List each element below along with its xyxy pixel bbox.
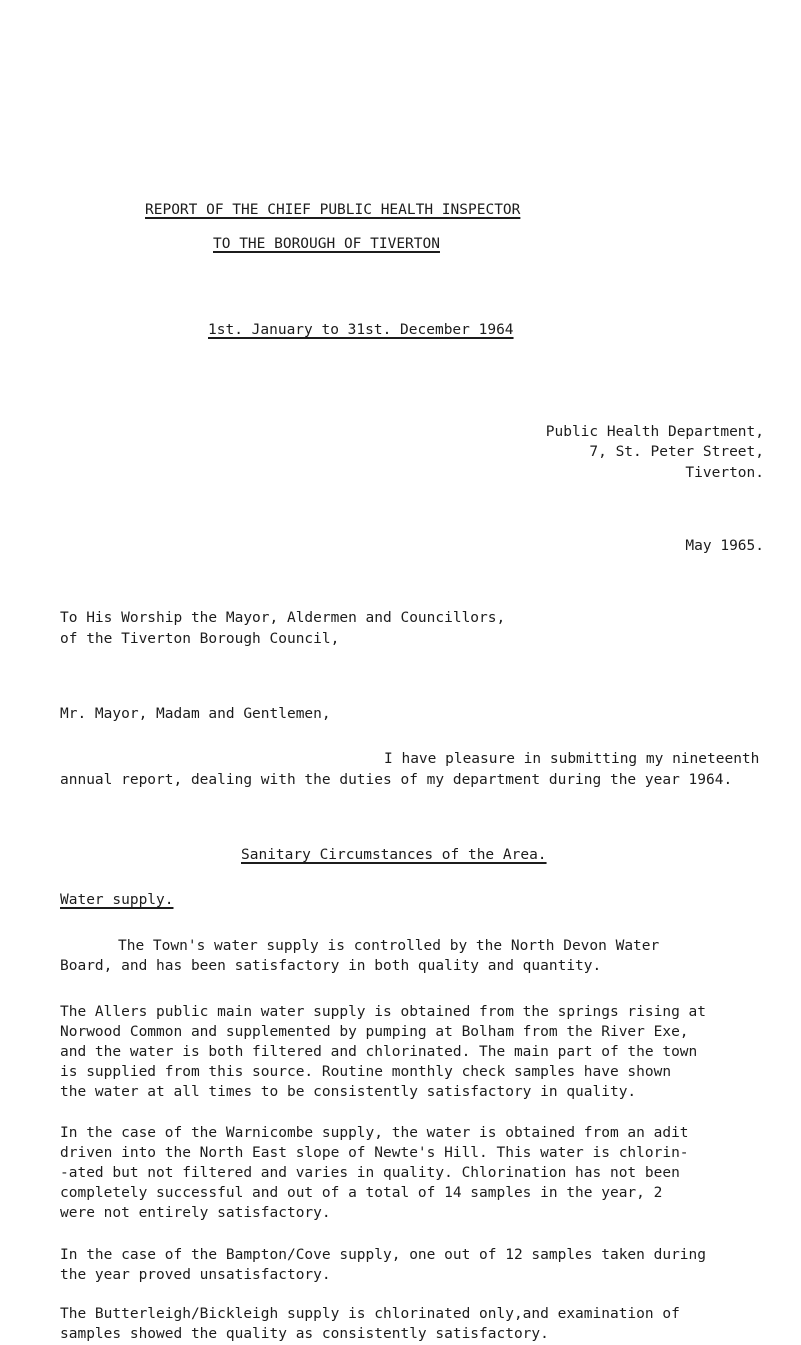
water-supply-heading: Water supply. xyxy=(60,892,174,908)
paragraph-line: is supplied from this source. Routine monthly check samples have shown xyxy=(60,1064,672,1080)
address-line-2: 7, St. Peter Street, xyxy=(589,444,764,460)
addressee-line-1: To His Worship the Mayor, Aldermen and Councillors, xyxy=(60,610,506,626)
paragraph-bampton-cove-supply xyxy=(60,1245,760,1285)
paragraph-line: -ated but not filtered and varies in quality. Chlorination has not been xyxy=(60,1165,680,1181)
paragraph-line: Norwood Common and supplemented by pumping at Bolham from the River Exe, xyxy=(60,1024,689,1040)
addressee-line-2: of the Tiverton Borough Council, xyxy=(60,631,340,647)
intro-line-1: I have pleasure in submitting my nineteenth xyxy=(384,751,760,767)
intro-line-2: annual report, dealing with the duties of my department during the year 1964. xyxy=(60,772,733,788)
section-heading: Sanitary Circumstances of the Area. xyxy=(241,847,547,863)
paragraph-line: and the water is both filtered and chlorinated. The main part of the town xyxy=(60,1044,698,1060)
address-line-1: Public Health Department, xyxy=(545,424,764,440)
report-title: REPORT OF THE CHIEF PUBLIC HEALTH INSPECTOR xyxy=(145,202,521,218)
report-period: 1st. January to 31st. December 1964 xyxy=(208,322,514,338)
greeting: Mr. Mayor, Madam and Gentlemen, xyxy=(60,706,331,722)
paragraph-line: the water at all times to be consistently satisfactory in quality. xyxy=(60,1084,637,1100)
paragraph-warnicombe-supply xyxy=(60,1123,760,1223)
report-date: May 1965. xyxy=(685,538,764,554)
paragraph-line: were not entirely satisfactory. xyxy=(60,1205,331,1221)
paragraph-line: Board, and has been satisfactory in both quality and quantity. xyxy=(60,958,602,974)
paragraph-allers-supply xyxy=(60,1002,760,1102)
paragraph-line: the year proved unsatisfactory. xyxy=(60,1267,331,1283)
paragraph-town-supply xyxy=(60,936,760,976)
paragraph-butterleigh-supply xyxy=(60,1304,760,1344)
paragraph-line: In the case of the Bampton/Cove supply, one out of 12 samples taken during xyxy=(60,1247,707,1263)
paragraph-line: samples showed the quality as consistently satisfactory. xyxy=(60,1326,549,1342)
paragraph-line: driven into the North East slope of Newte's Hill. This water is chlorin- xyxy=(60,1145,689,1161)
paragraph-line: In the case of the Warnicombe supply, the water is obtained from an adit xyxy=(60,1125,689,1141)
report-subtitle: TO THE BOROUGH OF TIVERTON xyxy=(213,236,440,252)
address-line-3: Tiverton. xyxy=(685,465,764,481)
paragraph-line: The Town's water supply is controlled by the North Devon Water xyxy=(118,938,660,954)
paragraph-line: The Allers public main water supply is obtained from the springs rising at xyxy=(60,1004,707,1020)
paragraph-line: completely successful and out of a total of 14 samples in the year, 2 xyxy=(60,1185,663,1201)
paragraph-line: The Butterleigh/Bickleigh supply is chlorinated only,and examination of xyxy=(60,1306,680,1322)
